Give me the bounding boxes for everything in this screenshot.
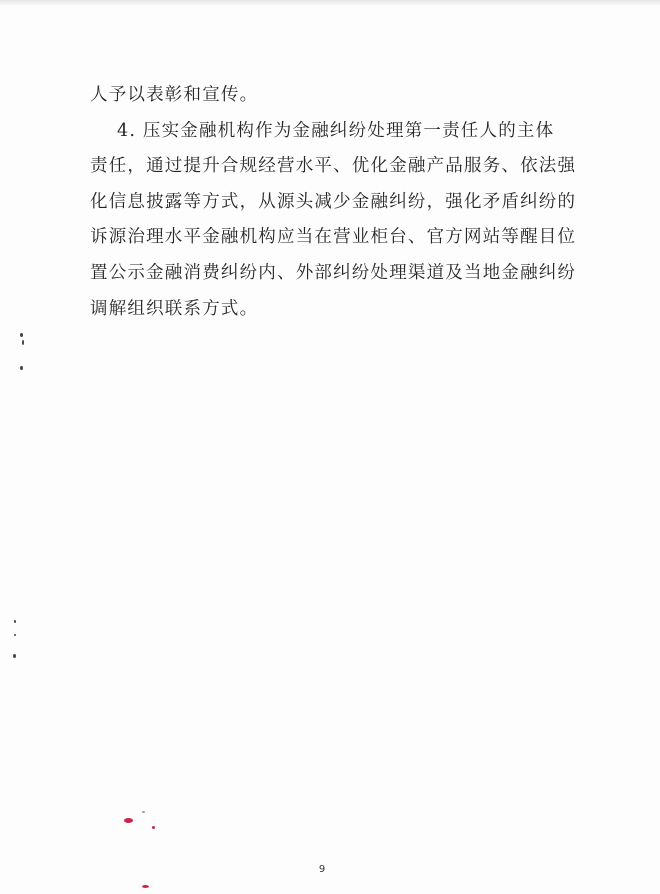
scan-speck: [20, 333, 23, 337]
ink-speck: [152, 826, 155, 829]
text-line-5: 诉源治理水平金融机构应当在营业柜台、官方网站等醒目位: [90, 227, 577, 248]
scan-speck: [13, 654, 16, 658]
text-line-4: 化信息披露等方式，从源头减少金融纠纷，强化矛盾纠纷的: [90, 191, 577, 212]
scan-speck: [20, 366, 23, 370]
text-line-7: 调解组织联系方式。: [90, 298, 259, 319]
text-line-1: 人予以表彰和宣传。: [90, 85, 259, 105]
ink-speck: [124, 818, 133, 823]
text-line-2: 4. 压实金融机构作为金融纠纷处理第一责任人的主体: [90, 120, 555, 141]
scan-speck: [14, 634, 16, 636]
text-line-6: 置公示金融消费纠纷内、外部纠纷处理渠道及当地金融纠纷: [90, 262, 577, 283]
scan-edge-shadow: [0, 0, 660, 6]
scan-speck: [14, 620, 16, 623]
ink-speck: [142, 885, 149, 888]
scan-speck: [22, 340, 24, 345]
scan-speck: [142, 811, 145, 813]
page-number: 9: [318, 864, 326, 875]
document-body: [90, 78, 577, 327]
text-line-3: 责任，通过提升合规经营水平、优化金融产品服务、依法强: [90, 156, 577, 177]
